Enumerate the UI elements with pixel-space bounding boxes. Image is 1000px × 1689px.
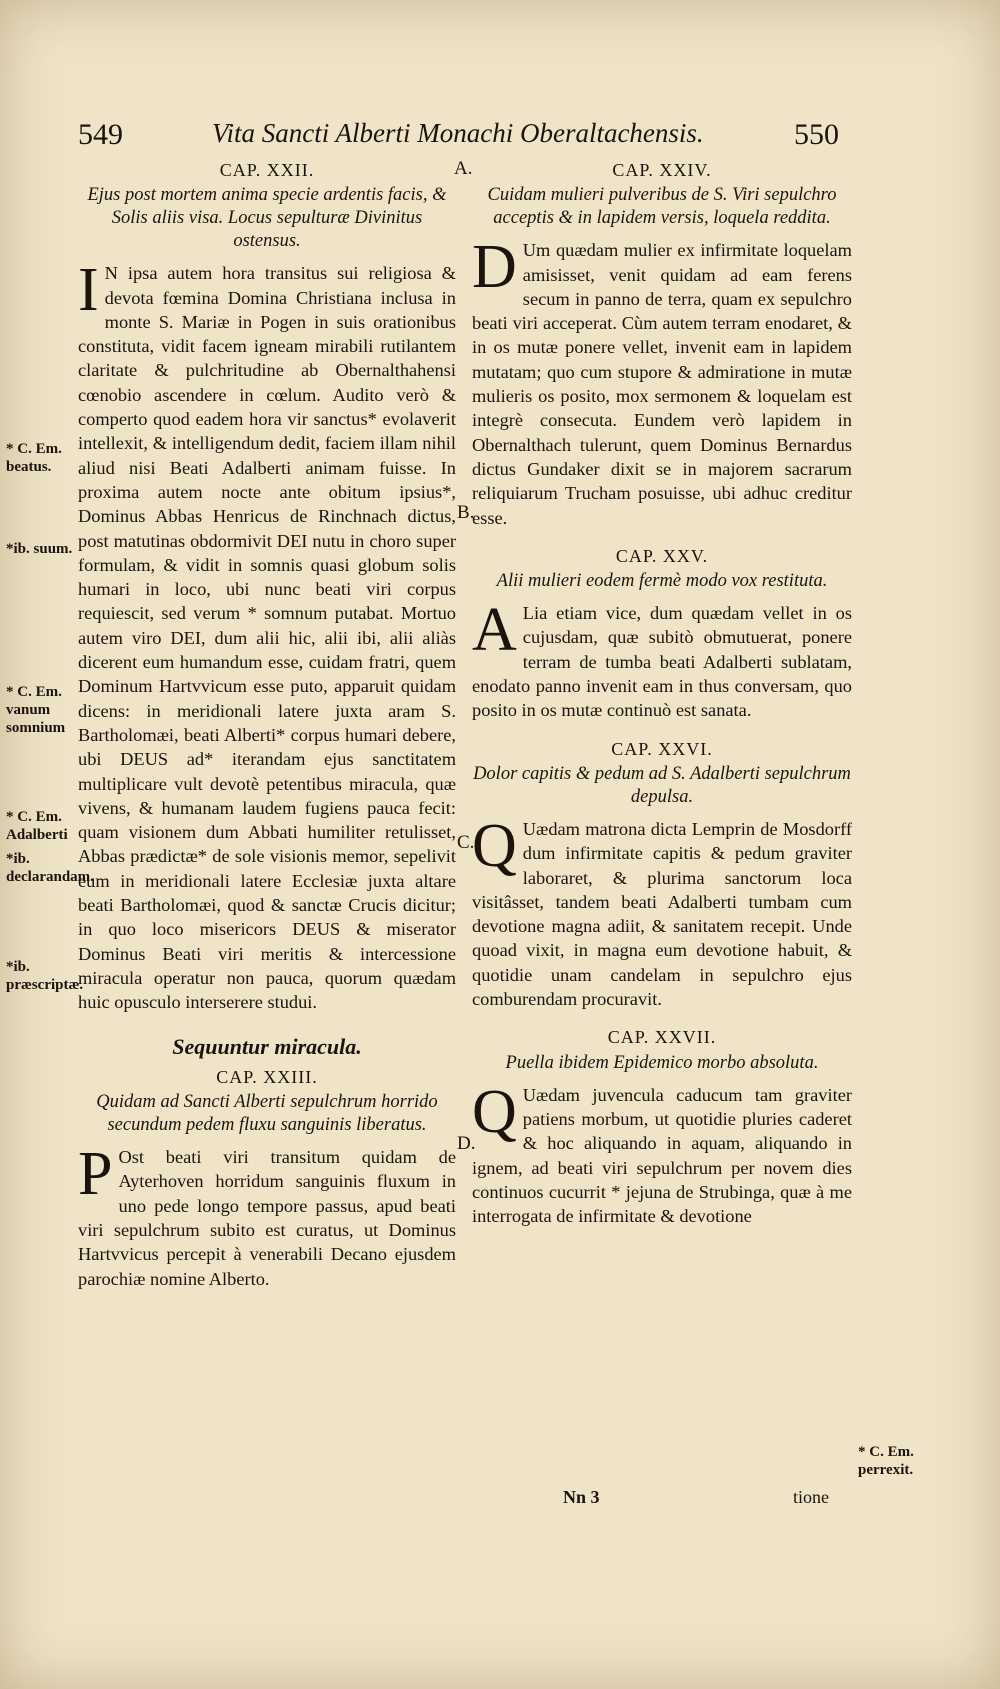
chapter-summary: Dolor capitis & pedum ad S. Adalberti sepulchrum depulsa.: [473, 763, 851, 807]
chapter: [472, 544, 852, 723]
margin-note: * C. Em. Adalberti: [6, 809, 68, 843]
chapter-heading: CAP. XXII.: [219, 160, 315, 180]
drop-cap: Q: [472, 1077, 517, 1146]
chapter-text: [78, 256, 456, 1014]
chapter-text: [472, 596, 852, 722]
page-number-right: 550: [794, 118, 839, 151]
margin-note: *ib. suum.: [6, 541, 73, 557]
section-marker-d: D.: [457, 1133, 476, 1154]
chapter-body: Ost beati viri transitum quidam de Ayterhoven horridum sanguinis fluxum in uno pede longo tempore passus, apud beati viri sepulchrum subito est curatus, ut Dominus Hartvvicus percepit à venerabili Decano ejusdem parochiæ nomine Alberto.: [78, 1147, 456, 1289]
chapter: [472, 158, 852, 530]
chapter-text: [78, 1140, 456, 1291]
margin-note: *ib. præscriptæ.: [6, 959, 84, 993]
chapter: [78, 1065, 456, 1291]
drop-cap: A: [472, 596, 517, 665]
chapter-heading: CAP. XXIV.: [612, 160, 712, 180]
section-marker-b: B.: [457, 502, 475, 523]
section-title: Sequuntur miracula.: [172, 1033, 362, 1059]
margin-note: *ib. declarandam.: [6, 851, 94, 885]
chapter-body: Lia etiam vice, dum quædam vellet in os cujusdam, quæ subitò obmutuerat, ponere terram de tumba beati Adalberti sublatam, enodato panno invenit eam in thus conversam, quo posito in os mutæ continuò est sanata.: [472, 603, 852, 721]
chapter-text: [472, 811, 852, 1011]
running-title: Vita Sancti Alberti Monachi Oberaltachensis.: [212, 118, 704, 148]
right-column: [472, 158, 852, 1242]
chapter: [472, 737, 852, 1012]
chapter: [78, 158, 456, 1015]
chapter-body: Um quædam mulier ex infirmitate loquelam amisisset, venit quidam ad eam ferens secum in panno de terra, quam ex sepulchro beati viri acceperat. Cùm autem terram enodaret, & in os mutæ ponere vellet, invenit eam in lapidem mutatam; quo cum stupore & admiratione in mutæ mulieris os posito, mox sermonem & loquelam est integrè consecuta. Eundem verò lapidem in Obernalthach tulerunt, quem Dominus Bernardus dictus Gundaker dixit se in majorem sacrarum reliquiarum Trucham posuisse, ubi adhuc creditur esse.: [472, 240, 852, 528]
page-number-left: 549: [78, 118, 123, 151]
chapter-heading: CAP. XXVI.: [611, 738, 713, 759]
chapter-summary: Ejus post mortem anima specie ardentis facis, & Solis aliis visa. Locus sepulturæ Divinitus ostensus.: [87, 185, 447, 252]
chapter-text: [472, 1077, 852, 1229]
chapter-body: Uædam juvencula caducum tam graviter patiens morbum, ut quotidie pluries caderet & hoc aliquando in aquam, aliquando in ignem, ad beati viri sepulchrum per novem dies continuos cucurrit * jejuna de Strubinga, quæ à me interrogata de infirmitate & devotione: [472, 1084, 852, 1227]
section-marker-c: C.: [457, 832, 475, 853]
margin-note: * C. Em. beatus.: [6, 441, 62, 475]
chapter: [472, 1025, 852, 1228]
chapter-heading: CAP. XXVII.: [607, 1027, 717, 1048]
chapter-summary: Cuidam mulieri pulveribus de S. Viri sepulchro acceptis & in lapidem versis, loquela reddita.: [487, 185, 837, 229]
chapter-body: Uædam matrona dicta Lemprin de Mosdorff dum infirmitate capitis & pedum graviter laboraret, & plurima sanctorum loca visitâsset, tandem beati Adalberti tumbam cum devotione magna adiit, & sanitatem recepit. Unde quoad vixit, in magna eum devotione habuit, & quotidie unam candelam in sepulchro ejus comburendam procuravit.: [472, 818, 852, 1010]
chapter-heading: CAP. XXIII.: [216, 1066, 318, 1087]
chapter-body: N ipsa autem hora transitus sui religiosa & devota fœmina Domina Christiana inclusa in monte S. Mariæ in Pogen in suis orationibus constituta, vidit facem igneam mirabili rutilantem claritate & pulchritudine ab Obernalthahensi cœnobio ascendere in cœlum. Audito verò & comperto quod eadem hora vir sanctus* evolaverit intellexit, & intelligendum dedit, faciem illam nihil aliud nisi Beati Adalberti animam fuisse. In proxima autem nocte ante obitum ipsius*, Dominus Abbas Henricus de Rinchnach dictus, post matutinas obdormivit DEI nutu in choro super formulam, & vidit in somnis quasi globum solis humari in loco, ubi nunc beati viri corpus requiescit, sed verum * somnum putabat. Mortuo autem viro DEI, dum alii hic, alii ibi, alii aliàs dicerent eum humandum esse, cuidam fratri, quem Dominum Hartvvicum esse puto, apparuit quidam dicens: in meridionali latere juxta aram S. Bartholomæi, beati Alberti* corpus humari debere, ubi DEUS ad* iterandam ejus sanctitatem multiplicare vult devotè petentibus miracula, quæ vivens, & humanam laudem fugiens pauca fecit: quam visionem dum Abbati humiliter retulisset, Abbas prædictæ* de sole visionis memor, sepelivit eum in meridionali latere Ecclesiæ juxta altare beati Bartholomæi, quod & sanctæ Crucis dicitur; in quo loco misericors DEUS & miserator Dominus Beati viri meritis & intercessione miracula operatur non pauca, quorum quædam huic opusculo interserere studui.: [78, 263, 456, 1013]
signature-mark: Nn 3: [563, 1487, 600, 1507]
left-column: [78, 158, 456, 1305]
drop-cap: I: [78, 256, 99, 325]
drop-cap: Q: [472, 811, 517, 880]
chapter-summary: Alii mulieri eodem fermè modo vox restituta.: [496, 571, 828, 592]
chapter-text: [472, 233, 852, 530]
catchword: tione: [793, 1487, 829, 1507]
chapter-summary: Quidam ad Sancti Alberti sepulchrum horrido secundum pedem fluxu sanguinis liberatus.: [96, 1092, 438, 1136]
section-marker-a: A.: [454, 158, 473, 179]
margin-note: * C. Em. vanum somnium: [6, 684, 66, 736]
drop-cap: P: [78, 1140, 113, 1209]
chapter-heading: CAP. XXV.: [615, 545, 709, 566]
margin-note: * C. Em. perrexit.: [858, 1444, 914, 1478]
drop-cap: D: [472, 233, 517, 302]
chapter-summary: Puella ibidem Epidemico morbo absoluta.: [505, 1052, 819, 1073]
